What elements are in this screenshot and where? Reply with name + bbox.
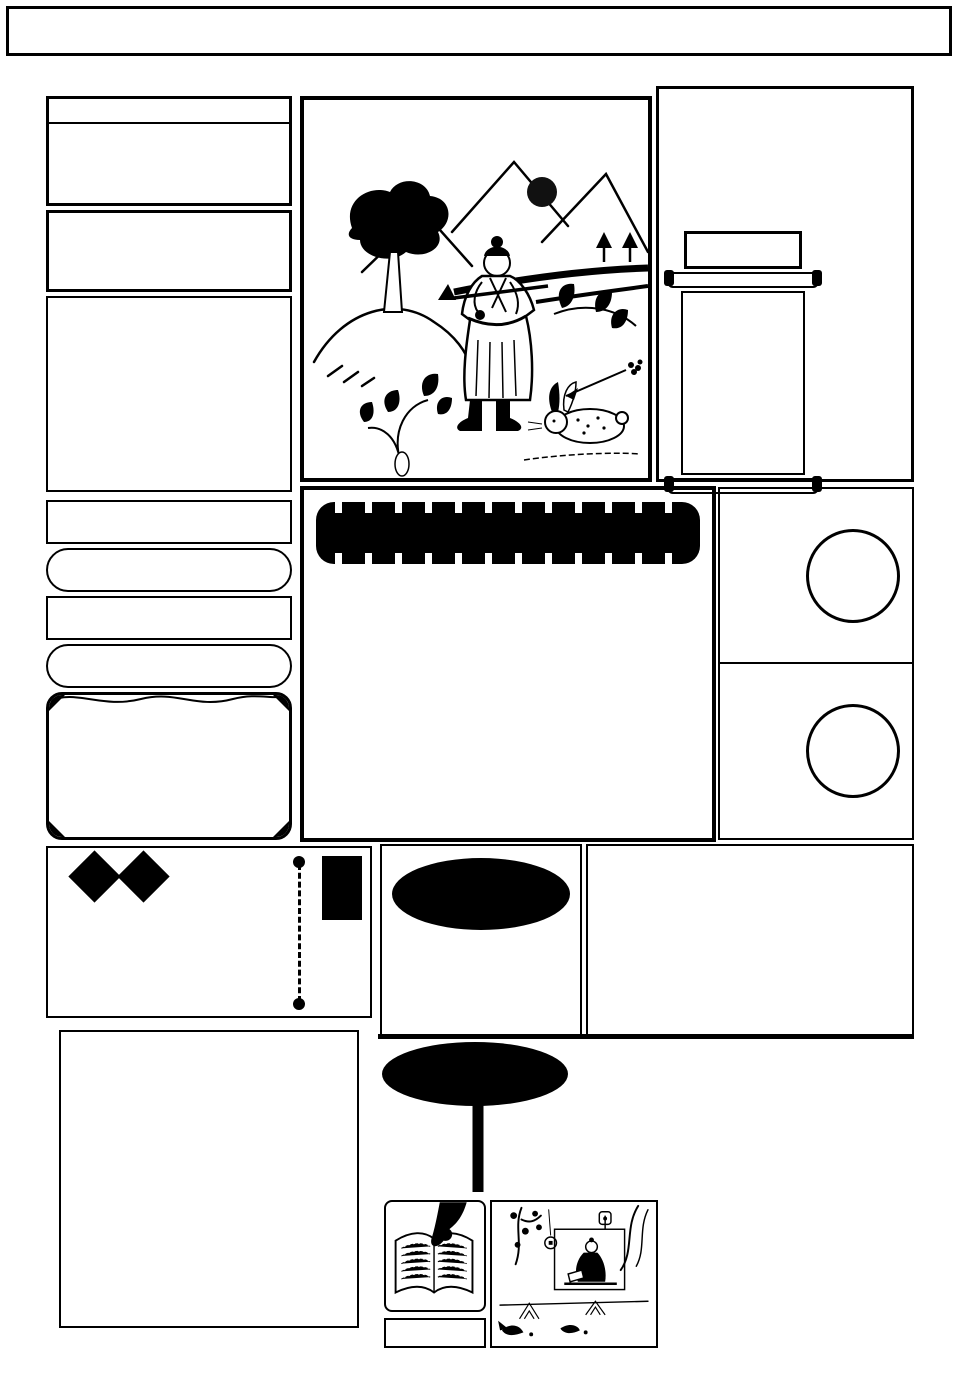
site-watermark: [6, 1276, 34, 1382]
scroll-title: [684, 231, 802, 269]
gate-strength-table: [46, 96, 292, 206]
mystery-greeting-box: [46, 846, 372, 1018]
landscape-illustration: [300, 96, 652, 482]
scene-drawing: [492, 1202, 656, 1346]
illustration-drawing: [304, 100, 648, 478]
special-vertical-text: [48, 300, 290, 320]
right-border-strip: [922, 92, 962, 1362]
puzzle-grid: [59, 1030, 359, 1328]
wavy-divider: [49, 692, 289, 707]
special-open-fork: [382, 1042, 574, 1192]
lucky-range-row: [46, 644, 292, 688]
liuhe-xuanji-masthead: [656, 86, 914, 482]
total-open-box: [380, 844, 582, 1038]
number-ball: [806, 704, 900, 798]
story-scene-illustration: [490, 1200, 658, 1348]
book-hand-illustration: [384, 1200, 486, 1312]
open-book-icon: [386, 1202, 484, 1310]
code-seeking-scroll: [665, 231, 821, 477]
scroll-poem: [681, 291, 805, 475]
special-number-box: [46, 296, 292, 492]
computer-analysis-box: [300, 486, 716, 842]
lucky-zodiac-row: [46, 548, 292, 592]
diamond-badge: [68, 850, 120, 902]
diamond-badge: [117, 850, 169, 902]
scroll-roller-top: [667, 272, 819, 288]
lucky-color-row: [46, 596, 292, 640]
latest-contribution-box: [46, 692, 292, 840]
masthead-header: [6, 6, 952, 56]
analysis-header-banner: [316, 502, 700, 564]
hot-cold-box: [46, 210, 292, 292]
total-open-badge: [392, 858, 570, 930]
interpreter-label: [384, 1318, 486, 1348]
zodiac-puzzle-box: [46, 1022, 372, 1360]
thick-divider: [378, 1034, 914, 1039]
left-border-strip: [0, 92, 40, 1362]
open-count-box-1: [718, 487, 914, 664]
fork-stem: [473, 1100, 484, 1192]
number-ball: [806, 529, 900, 623]
special-open-badge: [382, 1042, 568, 1106]
tip-badge: [322, 856, 362, 920]
corner-mark: [47, 819, 67, 839]
open-count-box-2: [718, 663, 914, 840]
lucky-special-row: [46, 500, 292, 544]
dashed-divider: [298, 864, 301, 1002]
special-open-section: [380, 1042, 914, 1194]
table-title: [49, 99, 289, 124]
corner-mark: [271, 819, 291, 839]
buy-small-box: [586, 844, 914, 1038]
